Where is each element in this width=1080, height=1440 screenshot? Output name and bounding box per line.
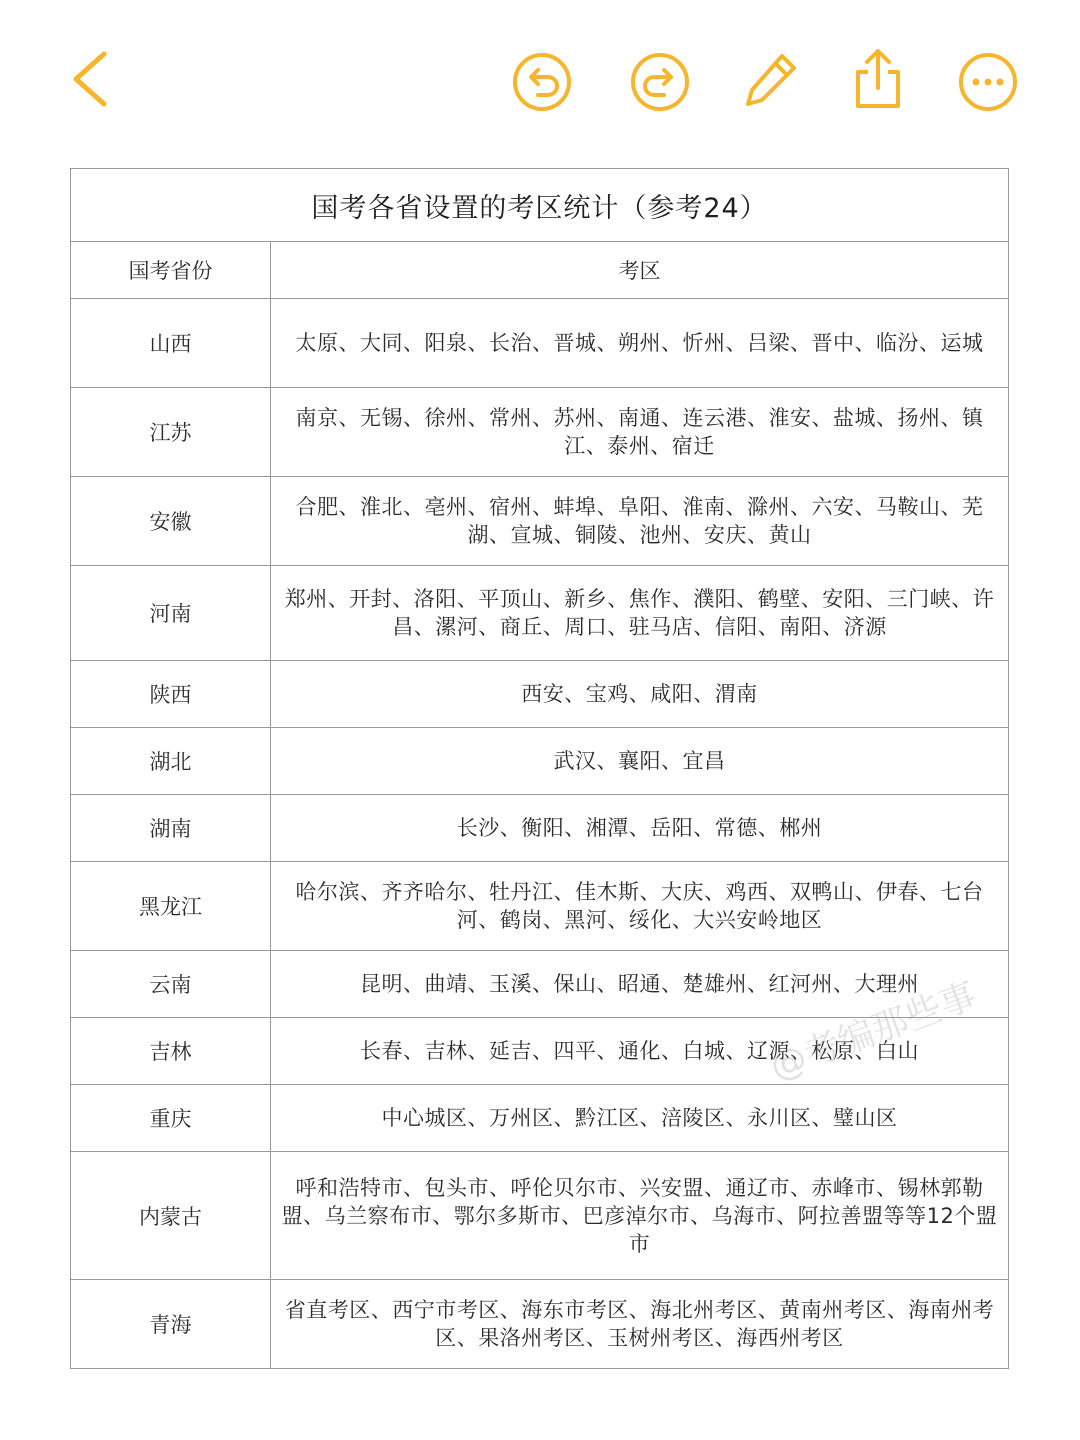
- exam-area-cell: 太原、大同、阳泉、长治、晋城、朔州、忻州、吕梁、晋中、临汾、运城: [271, 299, 1009, 388]
- back-chevron-icon: [62, 44, 122, 114]
- exam-area-cell: 西安、宝鸡、咸阳、渭南: [271, 661, 1009, 728]
- header-exam-area: 考区: [271, 242, 1009, 299]
- province-cell: 山西: [71, 299, 271, 388]
- province-cell: 吉林: [71, 1018, 271, 1085]
- table-row: [71, 1018, 1009, 1085]
- table-row: [71, 661, 1009, 728]
- table-row: [71, 566, 1009, 661]
- more-icon: [956, 50, 1020, 114]
- undo-button[interactable]: [510, 50, 574, 114]
- header-province: 国考省份: [71, 242, 271, 299]
- province-cell: 重庆: [71, 1085, 271, 1152]
- pencil-icon: [742, 48, 802, 112]
- table-row: [71, 477, 1009, 566]
- undo-icon: [510, 50, 574, 114]
- table-row: [71, 1152, 1009, 1280]
- watermark: @考编那些事: [764, 975, 982, 1089]
- table-row: [71, 795, 1009, 862]
- province-cell: 内蒙古: [71, 1152, 271, 1280]
- back-button[interactable]: [62, 44, 122, 114]
- exam-area-cell: 哈尔滨、齐齐哈尔、牡丹江、佳木斯、大庆、鸡西、双鸭山、伊春、七台河、鹤岗、黑河、绥化、大兴安岭地区: [271, 862, 1009, 951]
- exam-area-cell: 昆明、曲靖、玉溪、保山、昭通、楚雄州、红河州、大理州: [271, 951, 1009, 1018]
- table-row: [71, 1280, 1009, 1369]
- table-row: [71, 862, 1009, 951]
- share-button[interactable]: [848, 46, 908, 112]
- exam-area-cell: 中心城区、万州区、黔江区、涪陵区、永川区、璧山区: [271, 1085, 1009, 1152]
- more-button[interactable]: [956, 50, 1020, 114]
- share-icon: [848, 46, 908, 112]
- province-cell: 安徽: [71, 477, 271, 566]
- edit-button[interactable]: [742, 48, 802, 112]
- redo-button[interactable]: [628, 50, 692, 114]
- exam-area-cell: 省直考区、西宁市考区、海东市考区、海北州考区、黄南州考区、海南州考区、果洛州考区、玉树州考区、海西州考区: [271, 1280, 1009, 1369]
- table-title: 国考各省设置的考区统计（参考24）: [71, 169, 1009, 242]
- province-cell: 江苏: [71, 388, 271, 477]
- province-cell: 青海: [71, 1280, 271, 1369]
- table-row: [71, 388, 1009, 477]
- exam-area-cell: 武汉、襄阳、宜昌: [271, 728, 1009, 795]
- province-cell: 湖南: [71, 795, 271, 862]
- exam-area-cell: 长沙、衡阳、湘潭、岳阳、常德、郴州: [271, 795, 1009, 862]
- exam-area-cell: 合肥、淮北、亳州、宿州、蚌埠、阜阳、淮南、滁州、六安、马鞍山、芜湖、宣城、铜陵、池州、安庆、黄山: [271, 477, 1009, 566]
- table-row: [71, 951, 1009, 1018]
- top-toolbar: [0, 0, 1080, 160]
- table-row: [71, 728, 1009, 795]
- province-cell: 云南: [71, 951, 271, 1018]
- exam-area-cell: 长春、吉林、延吉、四平、通化、白城、辽源、松原、白山: [271, 1018, 1009, 1085]
- province-cell: 陕西: [71, 661, 271, 728]
- table-row: [71, 299, 1009, 388]
- province-cell: 湖北: [71, 728, 271, 795]
- exam-area-cell: 郑州、开封、洛阳、平顶山、新乡、焦作、濮阳、鹤壁、安阳、三门峡、许昌、漯河、商丘、周口、驻马店、信阳、南阳、济源: [271, 566, 1009, 661]
- redo-icon: [628, 50, 692, 114]
- exam-area-cell: 呼和浩特市、包头市、呼伦贝尔市、兴安盟、通辽市、赤峰市、锡林郭勒盟、乌兰察布市、鄂尔多斯市、巴彦淖尔市、乌海市、阿拉善盟等等12个盟市: [271, 1152, 1009, 1280]
- exam-area-cell: 南京、无锡、徐州、常州、苏州、南通、连云港、淮安、盐城、扬州、镇江、泰州、宿迁: [271, 388, 1009, 477]
- province-cell: 黑龙江: [71, 862, 271, 951]
- table-row: [71, 1085, 1009, 1152]
- province-cell: 河南: [71, 566, 271, 661]
- exam-area-table: [70, 168, 1009, 1369]
